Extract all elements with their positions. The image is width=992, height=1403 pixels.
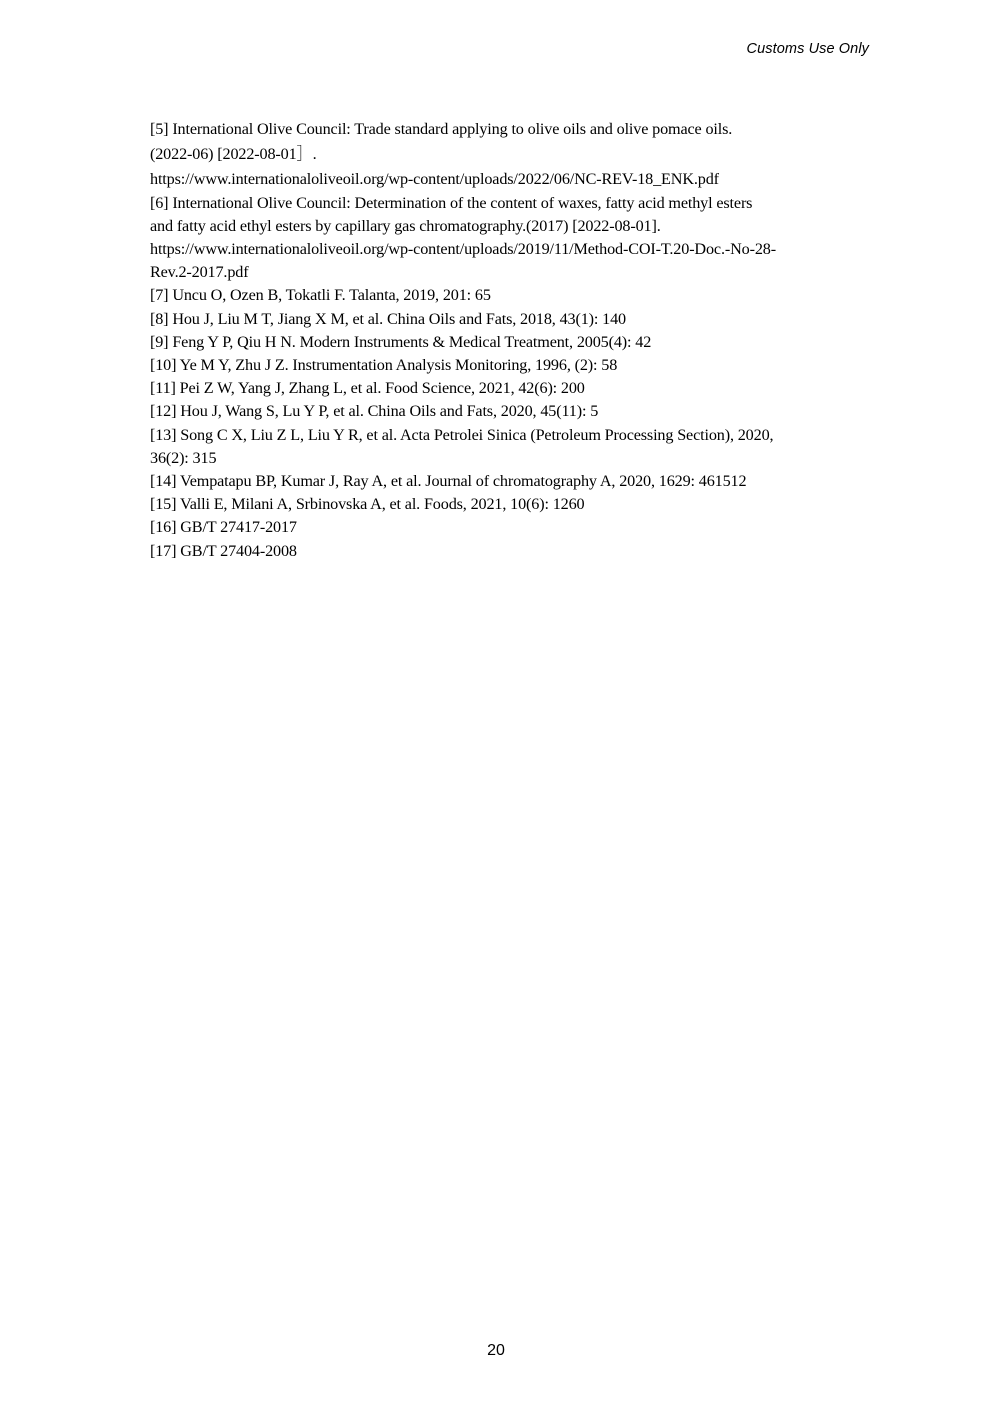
page-number: 20 bbox=[487, 1342, 505, 1359]
reference-13-line-1: [13] Song C X, Liu Z L, Liu Y R, et al. Acta Petrolei Sinica (Petroleum Processing Section), 2020, bbox=[150, 425, 774, 444]
reference-6-line-2: and fatty acid ethyl esters by capillary gas chromatography.(2017) [2022-08-01]. bbox=[150, 216, 661, 235]
reference-9: [9] Feng Y P, Qiu H N. Modern Instruments & Medical Treatment, 2005(4): 42 bbox=[150, 332, 652, 351]
reference-13-line-2: 36(2): 315 bbox=[150, 448, 217, 467]
reference-10: [10] Ye M Y, Zhu J Z. Instrumentation Analysis Monitoring, 1996, (2): 58 bbox=[150, 356, 618, 375]
reference-5-line-1: [5] International Olive Council: Trade standard applying to olive oils and olive pomace oils. bbox=[150, 120, 733, 138]
reference-6-url-line-2: Rev.2-2017.pdf bbox=[150, 263, 249, 282]
reference-6-line-1: [6] International Olive Council: Determination of the content of waxes, fatty acid methyl esters bbox=[150, 193, 753, 212]
reference-5-url: https://www.internationaloliveoil.org/wp-content/uploads/2022/06/NC-REV-18_ENK.pdf bbox=[150, 170, 719, 189]
reference-6-url-line-1: https://www.internationaloliveoil.org/wp-content/uploads/2019/11/Method-COI-T.20-Doc.-No-28- bbox=[150, 240, 776, 259]
reference-12: [12] Hou J, Wang S, Lu Y P, et al. China Oils and Fats, 2020, 45(11): 5 bbox=[150, 402, 599, 421]
reference-15: [15] Valli E, Milani A, Srbinovska A, et al. Foods, 2021, 10(6): 1260 bbox=[150, 495, 585, 514]
customs-use-only-label: Customs Use Only bbox=[746, 41, 869, 57]
reference-17: [17] GB/T 27404-2008 bbox=[150, 541, 297, 560]
reference-16: [16] GB/T 27417-2017 bbox=[150, 518, 297, 537]
reference-14: [14] Vempatapu BP, Kumar J, Ray A, et al. Journal of chromatography A, 2020, 1629: 461512 bbox=[150, 472, 747, 491]
reference-11: [11] Pei Z W, Yang J, Zhang L, et al. Food Science, 2021, 42(6): 200 bbox=[150, 379, 585, 398]
reference-5-line-2: (2022-06) [2022-08-01］. bbox=[150, 145, 317, 164]
reference-list bbox=[150, 118, 850, 563]
reference-8: [8] Hou J, Liu M T, Jiang X M, et al. China Oils and Fats, 2018, 43(1): 140 bbox=[150, 309, 626, 328]
reference-7: [7] Uncu O, Ozen B, Tokatli F. Talanta, 2019, 201: 65 bbox=[150, 286, 491, 305]
